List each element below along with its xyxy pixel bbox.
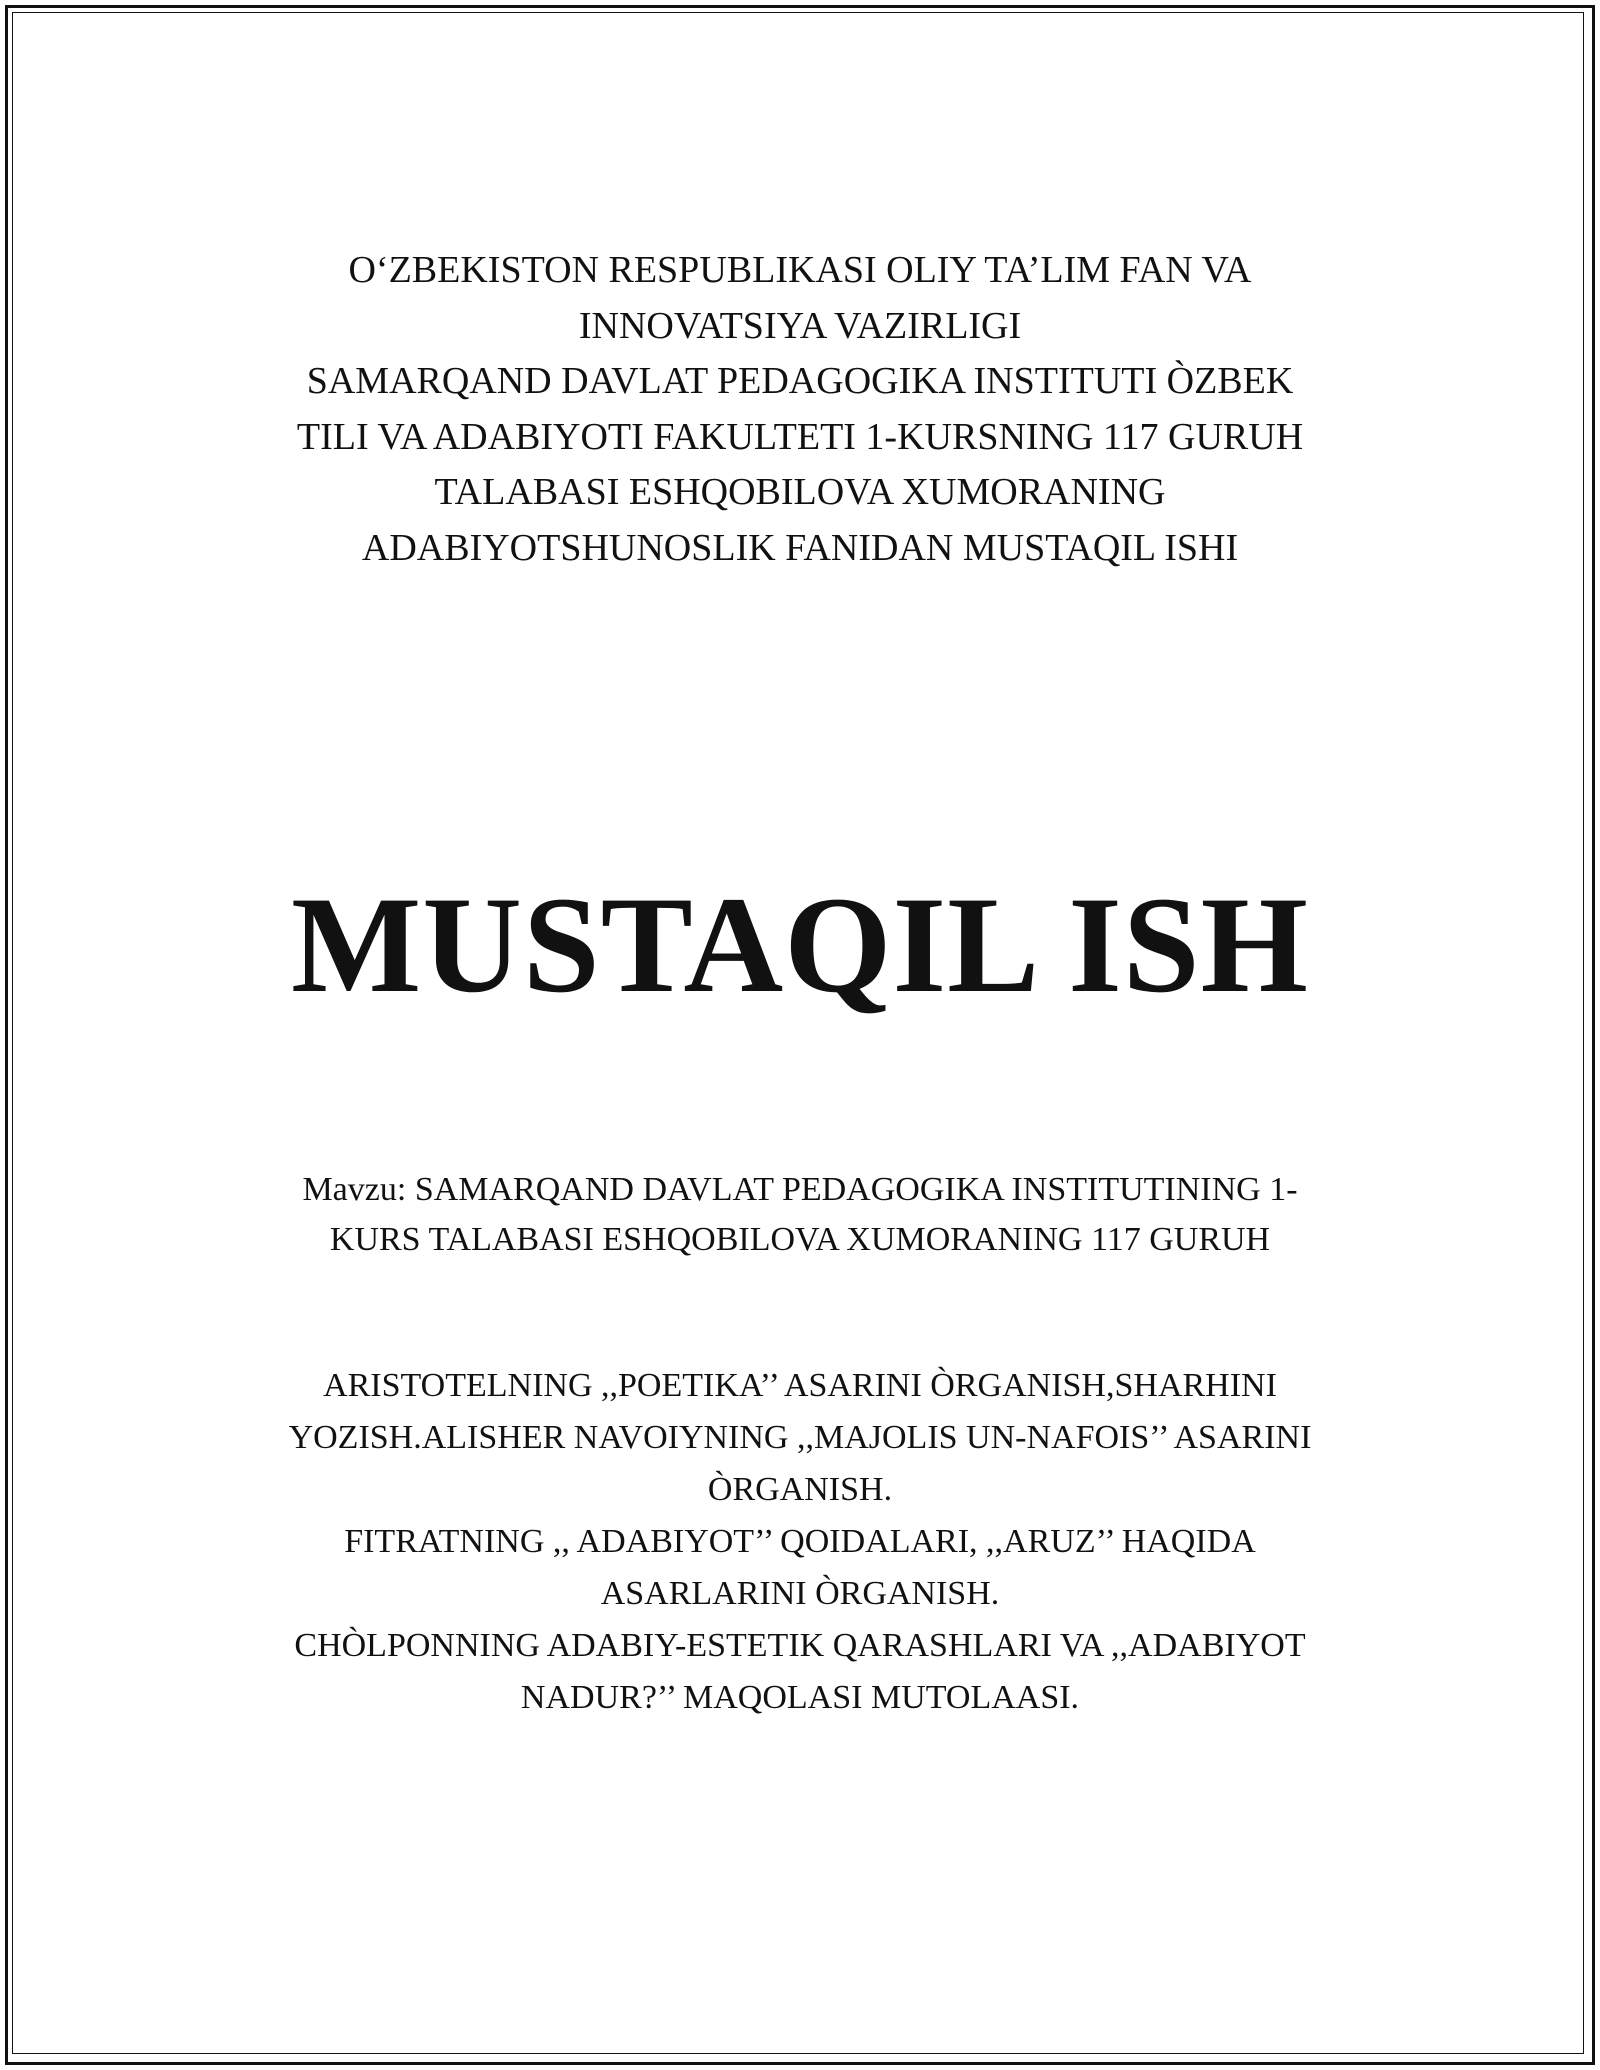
header-line: O‘ZBEKISTON RESPUBLIKASI OLIY TA’LIM FAN VA xyxy=(348,249,1252,291)
topics-list xyxy=(200,1360,1400,1724)
topic-line: KURS TALABASI ESHQOBILOVA XUMORANING 117 GURUH xyxy=(329,1221,1271,1258)
topic-item-line: YOZISH.ALISHER NAVOIYNING ,,MAJOLIS UN-NAFOIS’’ ASARINI xyxy=(288,1419,1312,1456)
header-line: ADABIYOTSHUNOSLIK FANIDAN MUSTAQIL ISHI xyxy=(361,526,1239,569)
topic-block xyxy=(200,1165,1400,1265)
topic-item-line: ÒRGANISH. xyxy=(707,1471,893,1508)
topic-item-line: FITRATNING ,, ADABIYOT’’ QOIDALARI, ,,ARUZ’’ HAQIDA xyxy=(344,1523,1256,1560)
topic-item-line: ARISTOTELNING ,,POETIKA’’ ASARINI ÒRGANISH,SHARHINI xyxy=(323,1367,1277,1404)
document-title: MUSTAQIL ISH xyxy=(291,868,1309,1021)
institution-header xyxy=(200,243,1400,576)
topic-line: Mavzu: SAMARQAND DAVLAT PEDAGOGIKA INSTITUTINING 1- xyxy=(302,1171,1298,1208)
header-line: INNOVATSIYA VAZIRLIGI xyxy=(578,304,1022,347)
header-line: TILI VA ADABIYOTI FAKULTETI 1-KURSNING 117 GURUH xyxy=(296,415,1304,458)
topic-item-line: CHÒLPONNING ADABIY-ESTETIK QARASHLARI VA ,,ADABIYOT xyxy=(294,1627,1306,1664)
topic-item-line: ASARLARINI ÒRGANISH. xyxy=(600,1575,1000,1612)
header-line: TALABASI ESHQOBILOVA XUMORANING xyxy=(434,471,1166,513)
topic-item-line: NADUR?’’ MAQOLASI MUTOLAASI. xyxy=(520,1679,1080,1716)
header-line: SAMARQAND DAVLAT PEDAGOGIKA INSTITUTI ÒZBEK xyxy=(306,360,1294,402)
